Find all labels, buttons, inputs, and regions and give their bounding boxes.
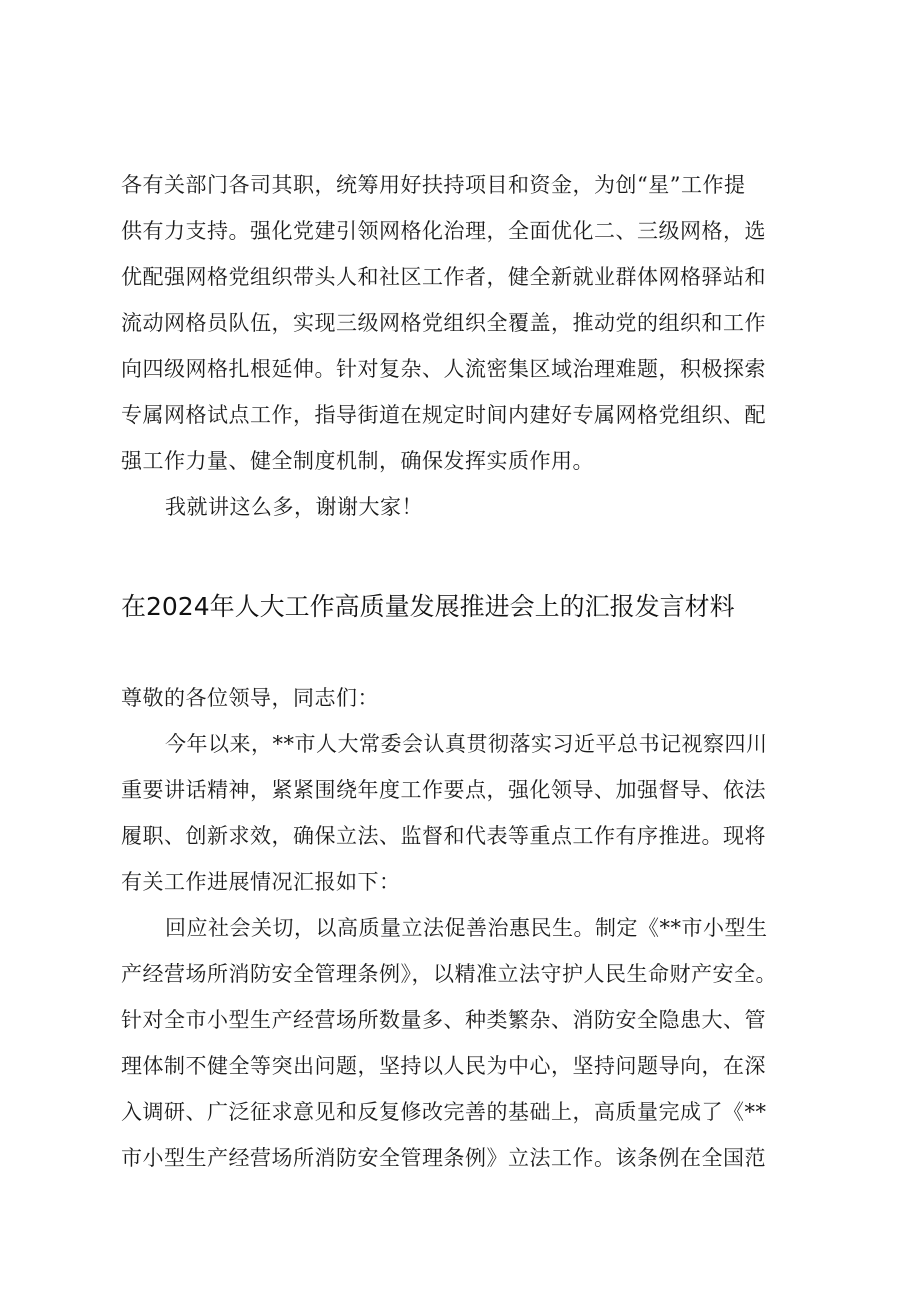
text-line: 回应社会关切，以高质量立法促善治惠民生。制定《**市小型生 xyxy=(165,916,768,940)
intro-paragraph xyxy=(121,721,811,905)
section1-paragraph xyxy=(121,162,811,484)
spacer xyxy=(121,637,811,675)
text-line: 履职、创新求效，确保立法、监督和代表等重点工作有序推进。现将 xyxy=(121,824,766,848)
spacer xyxy=(121,530,811,577)
text-line: 理体制不健全等突出问题，坚持以人民为中心，坚持问题导向，在深 xyxy=(121,1054,766,1078)
legislation-paragraph xyxy=(121,905,811,1181)
text-line: 向四级网格扎根延伸。针对复杂、人流密集区域治理难题，积极探索 xyxy=(121,357,766,381)
text-line: 针对全市小型生产经营场所数量多、种类繁杂、消防安全隐患大、管 xyxy=(121,1008,766,1032)
text-line: 市小型生产经营场所消防安全管理条例》立法工作。该条例在全国范 xyxy=(121,1146,766,1170)
text-line: 专属网格试点工作，指导街道在规定时间内建好专属网格党组织、配 xyxy=(121,403,766,427)
text-line: 强工作力量、健全制度机制，确保发挥实质作用。 xyxy=(121,449,594,473)
text-line: 产经营场所消防安全管理条例》，以精准立法守护人民生命财产安全。 xyxy=(121,962,777,986)
text-line: 重要讲话精神，紧紧围绕年度工作要点，强化领导、加强督导、依法 xyxy=(121,778,766,802)
text-line: 供有力支持。强化党建引领网格化治理，全面优化二、三级网格，选 xyxy=(121,219,766,243)
text-line: 优配强网格党组织带头人和社区工作者，健全新就业群体网格驿站和 xyxy=(121,265,766,289)
text-line: 今年以来，**市人大常委会认真贯彻落实习近平总书记视察四川 xyxy=(165,732,768,756)
salutation: 尊敬的各位领导，同志们： xyxy=(121,686,379,710)
text-line: 流动网格员队伍，实现三级网格党组织全覆盖，推动党的组织和工作 xyxy=(121,311,766,335)
document-body xyxy=(121,162,811,1181)
closing-remark: 我就讲这么多，谢谢大家！ xyxy=(165,495,423,519)
text-line: 入调研、广泛征求意见和反复修改完善的基础上，高质量完成了《** xyxy=(121,1100,767,1124)
text-line: 有关工作进展情况汇报如下： xyxy=(121,870,401,894)
text-line: 各有关部门各司其职，统筹用好扶持项目和资金，为创“星”工作提 xyxy=(121,173,746,197)
document-title: 在2024年人大工作高质量发展推进会上的汇报发言材料 xyxy=(121,592,735,621)
